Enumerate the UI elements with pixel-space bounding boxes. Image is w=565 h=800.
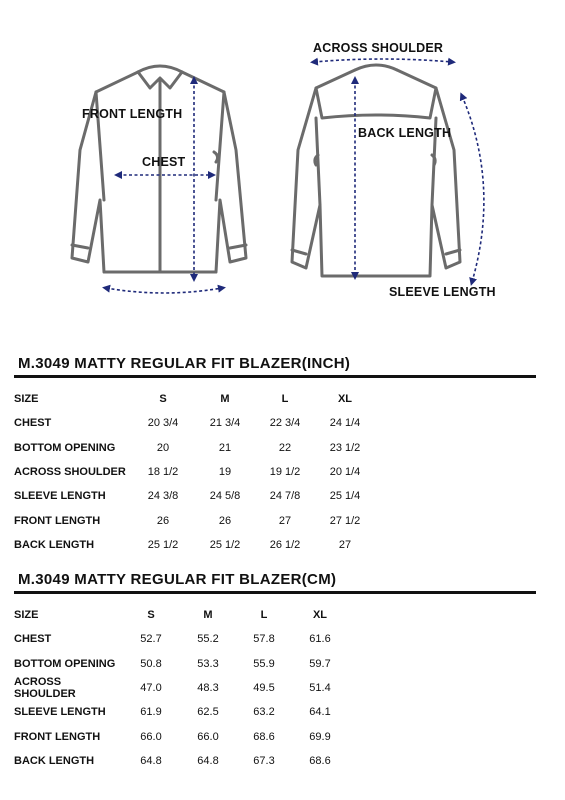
row-label: BACK LENGTH	[14, 754, 95, 767]
table-cell: 26 1/2	[269, 538, 301, 551]
row-label: CHEST	[14, 633, 52, 646]
size-col-m: M	[203, 609, 213, 622]
inch-table-rule	[14, 375, 536, 378]
measurement-diagram	[0, 0, 565, 330]
table-cell: 49.5	[253, 682, 275, 695]
back-length-label: BACK LENGTH	[358, 126, 452, 140]
table-cell: 21 3/4	[209, 417, 241, 430]
size-col-l: L	[281, 393, 289, 406]
table-cell: 57.8	[253, 633, 275, 646]
table-header-row	[14, 603, 348, 627]
cm-table-rule	[14, 591, 536, 594]
cm-table-title: M.3049 MATTY REGULAR FIT BLAZER(CM)	[18, 571, 337, 588]
table-cell: 20 3/4	[147, 417, 179, 430]
table-cell: 64.8	[140, 754, 162, 767]
table-cell: 69.9	[309, 730, 331, 743]
table-cell: 62.5	[197, 706, 219, 719]
row-label: SLEEVE LENGTH	[14, 706, 106, 719]
table-cell: 61.9	[140, 706, 162, 719]
chest-label: CHEST	[142, 155, 186, 169]
table-row	[14, 700, 348, 724]
table-row	[14, 411, 376, 435]
size-col-xl: XL	[312, 609, 328, 622]
across-shoulder-arrow	[314, 59, 452, 62]
table-cell: 68.6	[309, 754, 331, 767]
table-cell: 55.9	[253, 657, 275, 670]
row-label: FRONT LENGTH	[14, 514, 101, 527]
table-cell: 47.0	[140, 682, 162, 695]
size-header: SIZE	[14, 393, 39, 406]
table-row	[14, 533, 376, 557]
table-cell: 20	[156, 441, 170, 454]
table-cell: 68.6	[253, 730, 275, 743]
table-cell: 27	[338, 538, 352, 551]
table-cell: 64.1	[309, 706, 331, 719]
table-row	[14, 652, 348, 676]
shirt-front-icon	[72, 66, 246, 272]
table-row	[14, 460, 376, 484]
table-cell: 20 1/4	[329, 466, 361, 479]
table-cell: 24 1/4	[329, 417, 361, 430]
size-col-s: S	[147, 609, 155, 622]
table-cell: 27 1/2	[329, 514, 361, 527]
table-cell: 19 1/2	[269, 466, 301, 479]
sleeve-length-arrow	[462, 96, 484, 282]
row-label: BOTTOM OPENING	[14, 657, 116, 670]
table-cell: 18 1/2	[147, 466, 179, 479]
table-header-row	[14, 387, 376, 411]
table-cell: 23 1/2	[329, 441, 361, 454]
table-cell: 24 3/8	[147, 490, 179, 503]
table-cell: 25 1/2	[209, 538, 241, 551]
table-cell: 55.2	[197, 633, 219, 646]
row-label: BACK LENGTH	[14, 538, 95, 551]
inch-size-table	[14, 387, 376, 557]
table-row	[14, 676, 348, 700]
table-cell: 26	[218, 514, 232, 527]
table-cell: 27	[278, 514, 292, 527]
table-cell: 50.8	[140, 657, 162, 670]
table-cell: 24 5/8	[209, 490, 241, 503]
across-shoulder-label: ACROSS SHOULDER	[313, 41, 444, 55]
table-cell: 51.4	[309, 682, 331, 695]
table-row	[14, 484, 376, 508]
table-row	[14, 508, 376, 532]
size-col-xl: XL	[337, 393, 353, 406]
table-cell: 53.3	[197, 657, 219, 670]
size-col-l: L	[260, 609, 268, 622]
table-row	[14, 436, 376, 460]
table-cell: 67.3	[253, 754, 275, 767]
bottom-opening-arrow	[106, 288, 222, 293]
table-cell: 61.6	[309, 633, 331, 646]
size-header: SIZE	[14, 609, 39, 622]
row-label: CHEST	[14, 417, 52, 430]
size-col-m: M	[220, 393, 230, 406]
shirt-back-icon	[292, 65, 460, 276]
row-label: FRONT LENGTH	[14, 730, 101, 743]
table-cell: 64.8	[197, 754, 219, 767]
table-cell: 26	[156, 514, 170, 527]
table-cell: 63.2	[253, 706, 275, 719]
table-cell: 19	[218, 466, 232, 479]
table-cell: 25 1/2	[147, 538, 179, 551]
table-row	[14, 724, 348, 748]
table-cell: 52.7	[140, 633, 162, 646]
table-cell: 25 1/4	[329, 490, 361, 503]
table-cell: 21	[218, 441, 232, 454]
size-col-s: S	[159, 393, 167, 406]
table-cell: 24 7/8	[269, 490, 301, 503]
table-row	[14, 627, 348, 651]
inch-table-title: M.3049 MATTY REGULAR FIT BLAZER(INCH)	[18, 355, 351, 372]
table-cell: 59.7	[309, 657, 331, 670]
front-length-label: FRONT LENGTH	[82, 107, 183, 121]
table-cell: 22 3/4	[269, 417, 301, 430]
row-label: BOTTOM OPENING	[14, 441, 116, 454]
table-cell: 66.0	[197, 730, 219, 743]
row-label: ACROSS SHOULDER	[14, 466, 126, 479]
table-cell: 48.3	[197, 682, 219, 695]
table-row	[14, 749, 348, 773]
table-cell: 66.0	[140, 730, 162, 743]
row-label: SLEEVE LENGTH	[14, 490, 106, 503]
row-label: ACROSS SHOULDER	[14, 676, 76, 701]
cm-size-table	[14, 603, 348, 773]
table-cell: 22	[278, 441, 292, 454]
sleeve-length-label: SLEEVE LENGTH	[389, 285, 496, 299]
